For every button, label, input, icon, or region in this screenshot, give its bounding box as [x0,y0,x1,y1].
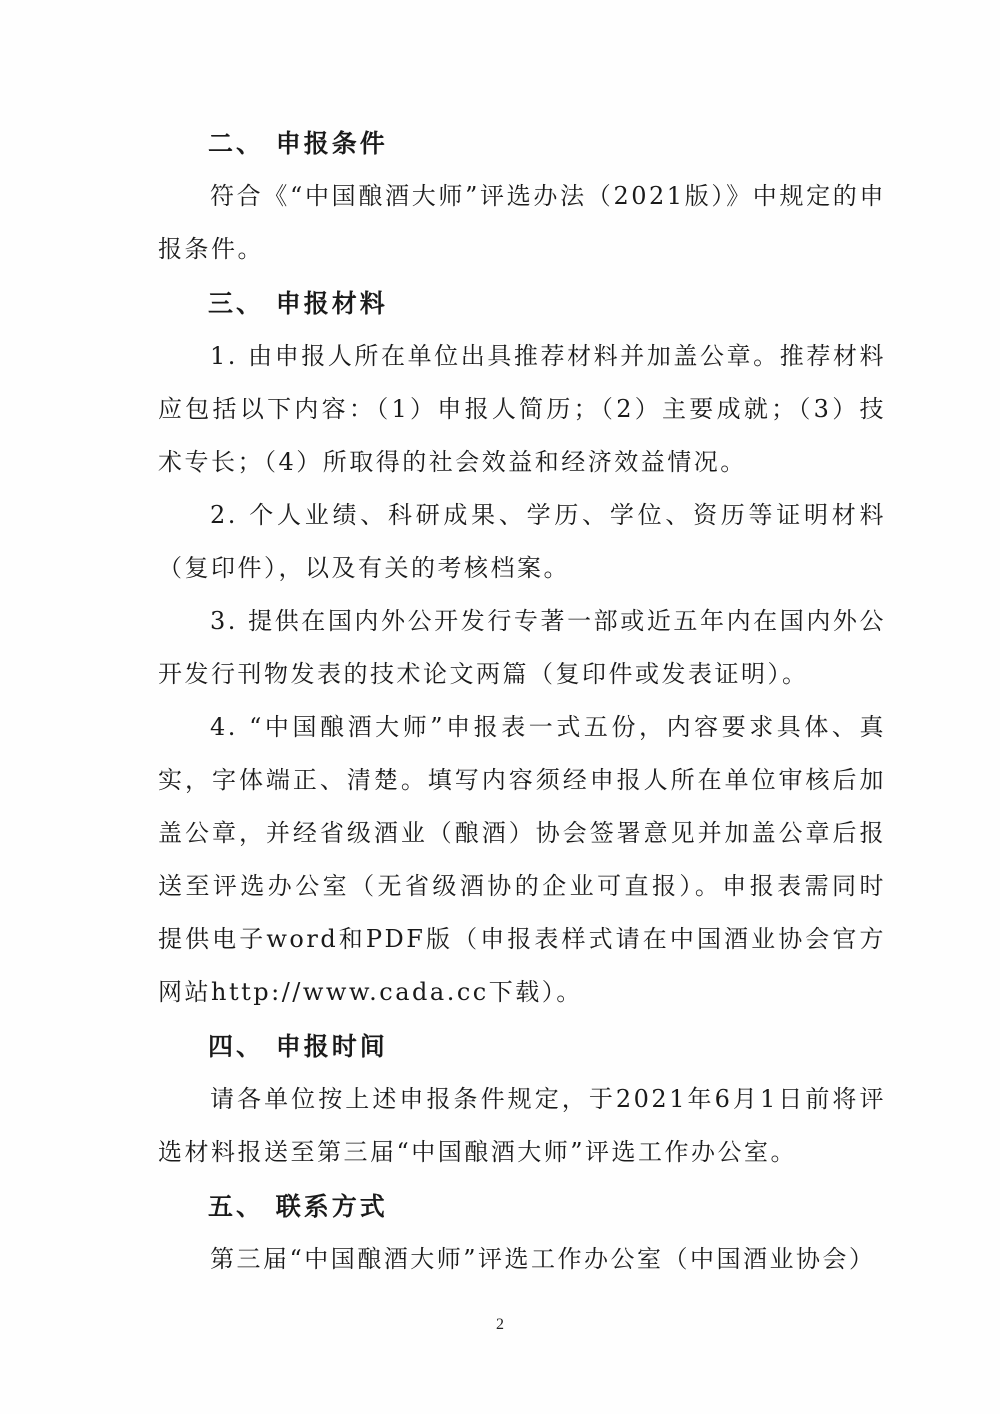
conditions-paragraph: 符合《“中国酿酒大师”评选办法（2021版）》中规定的申报条件。 [158,182,886,263]
section-heading-time: 四、 申报时间 [208,1032,388,1061]
materials-item-4: 4. “中国酿酒大师”申报表一式五份，内容要求具体、真实，字体端正、清楚。填写内容须经申报人所在单位审核后加盖公章，并经省级酒业（酿酒）协会签署意见并加盖公章后报送至评选办公室（无省级酒协的企业可直报）。申报表需同时提供电子word和PDF版（申报表样式请在中国酒业协会官方网站http://www.cada.cc下载）。 [158,713,886,1006]
materials-item-3: 3. 提供在国内外公开发行专著一部或近五年内在国内外公开发行刊物发表的技术论文两篇（复印件或发表证明）。 [158,607,886,688]
contact-paragraph: 第三届“中国酿酒大师”评选工作办公室（中国酒业协会） [210,1245,876,1273]
materials-item-1: 1. 由申报人所在单位出具推荐材料并加盖公章。推荐材料应包括以下内容：（1）申报人简历；（2）主要成就；（3）技术专长；（4）所取得的社会效益和经济效益情况。 [158,342,886,476]
materials-item-2: 2. 个人业绩、科研成果、学历、学位、资历等证明材料（复印件），以及有关的考核档案。 [158,501,886,582]
page-number: 2 [496,1316,504,1333]
section-heading-conditions: 二、 申报条件 [208,129,388,158]
section-heading-materials: 三、 申报材料 [208,289,388,318]
document-body [158,118,886,1286]
time-paragraph: 请各单位按上述申报条件规定，于2021年6月1日前将评选材料报送至第三届“中国酿酒大师”评选工作办公室。 [158,1085,886,1166]
section-heading-contact: 五、 联系方式 [208,1192,388,1221]
